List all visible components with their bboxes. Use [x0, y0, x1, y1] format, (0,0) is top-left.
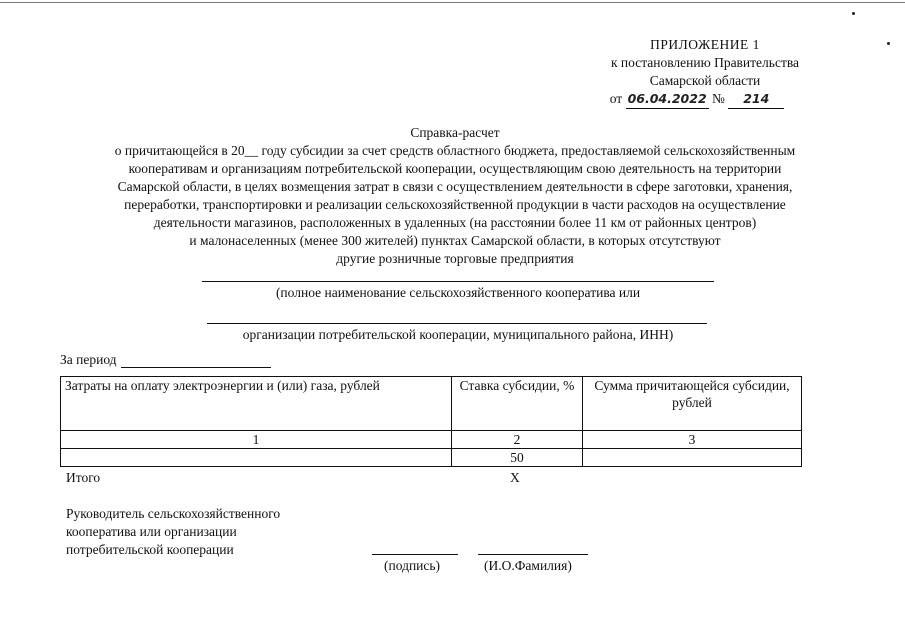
appendix-reference: к постановлению Правительства — [610, 55, 800, 70]
heading-line: кооперативам и организациям потребительской кооперации, осуществляющим свою деятельность на территории — [128, 161, 782, 176]
signer-line: Руководитель сельскохозяйственного — [66, 506, 281, 521]
org-name-caption-2: организации потребительской кооперации, муниципального района, ИНН) — [242, 327, 674, 342]
scan-speck — [852, 12, 855, 15]
signer-block — [66, 505, 280, 559]
appendix-region: Самарской области — [649, 73, 761, 88]
signer-line: кооператива или организации — [66, 524, 237, 539]
handwritten-date: 06.04.2022 — [626, 90, 709, 109]
col-number: 3 — [583, 431, 802, 449]
subsidy-table — [60, 376, 802, 467]
signature-fill-line[interactable] — [372, 554, 458, 555]
org-name-fill-line-2[interactable] — [207, 323, 707, 324]
total-label: Итого — [66, 470, 101, 485]
col-number: 2 — [452, 431, 583, 449]
full-name-fill-line[interactable] — [478, 554, 588, 555]
heading-line: о причитающейся в 20__ году субсидии за счет средств областного бюджета, предоставляемой сельскохозяйственным — [114, 143, 796, 158]
header-costs: Затраты на оплату электроэнергии и (или) газа, рублей — [61, 377, 452, 431]
document-title: Справка-расчет — [410, 125, 500, 140]
rate-cell: 50 — [452, 449, 583, 467]
org-name-caption-1: (полное наименование сельскохозяйственного кооператива или — [275, 285, 641, 300]
table-column-numbers-row — [61, 431, 802, 449]
page-top-edge — [0, 2, 905, 3]
org-name-fill-line[interactable] — [202, 281, 714, 282]
header-rate: Ставка субсидии, % — [452, 377, 583, 431]
sum-cell[interactable] — [583, 449, 802, 467]
appendix-title: ПРИЛОЖЕНИЕ 1 — [650, 37, 760, 52]
appendix-date-line — [552, 90, 842, 109]
signature-caption: (подпись) — [384, 558, 441, 573]
heading-line: другие розничные торговые предприятия — [336, 251, 574, 266]
heading-line: Самарской области, в целях возмещения затрат в связи с осуществлением деятельности в сфере заготовки, хранения, — [117, 179, 793, 194]
costs-cell[interactable] — [61, 449, 452, 467]
number-prefix: № — [712, 91, 725, 106]
scan-speck — [887, 42, 890, 45]
heading-line: переработки, транспортировки и реализации сельскохозяйственной продукции в части расходов на осуществление — [124, 197, 786, 212]
appendix-block — [560, 36, 850, 109]
period-field — [60, 352, 271, 368]
heading-line: и малонаселенных (менее 300 жителей) пунктах Самарской области, в которых отсутствуют — [189, 233, 721, 248]
table-row — [61, 449, 802, 467]
period-label: За период — [60, 352, 117, 367]
full-name-caption: (И.О.Фамилия) — [484, 558, 572, 573]
table-header-row — [61, 377, 802, 431]
signer-line: потребительской кооперации — [66, 542, 234, 557]
total-rate-mark: Х — [510, 470, 520, 485]
header-sum: Сумма причитающейся субсидии, рублей — [583, 377, 802, 431]
heading-line: деятельности магазинов, расположенных в удаленных (на расстоянии более 11 км от районных центров) — [153, 215, 757, 230]
document-heading — [60, 124, 850, 268]
period-fill-line[interactable] — [121, 353, 271, 368]
handwritten-number: 214 — [728, 90, 784, 109]
date-prefix: от — [609, 91, 623, 106]
col-number: 1 — [61, 431, 452, 449]
